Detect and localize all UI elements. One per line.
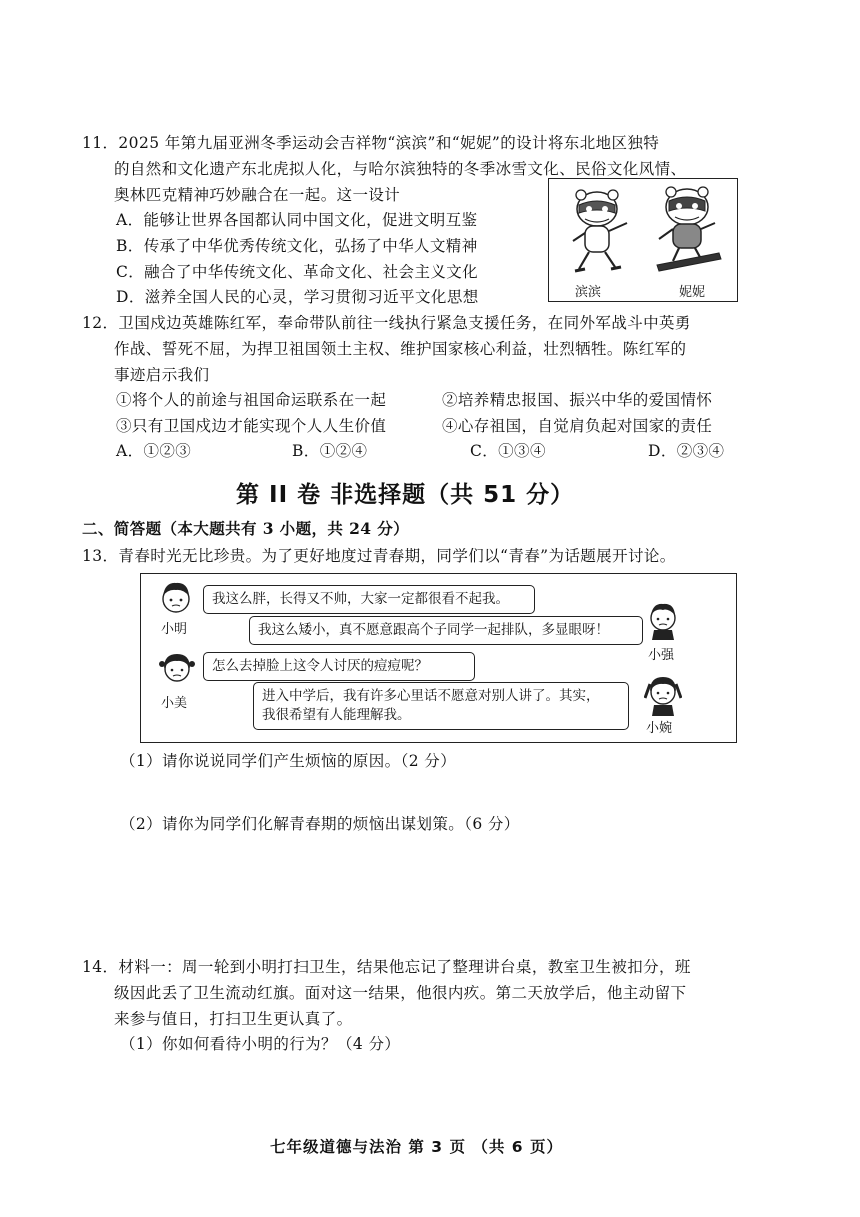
nini-mascot-icon: [657, 187, 721, 271]
mascot-figure: [548, 178, 738, 302]
q11-option-c: C．融合了中华传统文化、革命文化、社会主义文化: [116, 263, 479, 281]
q12-stem-line2: 作战、誓死不屈，为捍卫祖国领土主权、维护国家核心利益，壮烈牺牲。陈红军的: [114, 340, 687, 358]
xiaoqiang-avatar-icon: [646, 600, 680, 640]
speech-bubble-4-line1: 进入中学后，我有许多心里话不愿意对别人讲了。其实，: [262, 688, 600, 704]
q12-option-c: C．①③④: [470, 442, 546, 460]
xiaowan-avatar-icon: [644, 672, 682, 716]
q11-stem-line1: 11．2025 年第九届亚洲冬季运动会吉祥物“滨滨”和“妮妮”的设计将东北地区独特: [82, 134, 660, 152]
xiaomei-avatar-icon: [159, 650, 195, 688]
name-xiaoqiang: 小强: [648, 648, 675, 663]
q14-stem-line2: 级因此丢了卫生流动红旗。面对这一结果，他很内疚。第二天放学后，他主动留下: [114, 984, 687, 1002]
part2-heading: 二、简答题（本大题共有 3 小题，共 24 分）: [82, 519, 410, 538]
q11-option-a: A．能够让世界各国都认同中国文化，促进文明互鉴: [116, 211, 478, 229]
q11-stem-line3: 奥林匹克精神巧妙融合在一起。这一设计: [114, 186, 401, 204]
section-title: 第 II 卷 非选择题（共 51 分）: [236, 482, 575, 508]
q12-statement-3: ③只有卫国戍边才能实现个人人生价值: [116, 417, 387, 435]
q11-option-d: D．滋养全国人民的心灵，学习贯彻习近平文化思想: [116, 288, 479, 306]
q12-option-b: B．①②④: [292, 442, 368, 460]
speech-bubble-4-line2: 我很希望有人能理解我。: [262, 707, 411, 723]
xiaoming-avatar-icon: [159, 580, 193, 614]
q11-option-b: B．传承了中华优秀传统文化，弘扬了中华人文精神: [116, 237, 478, 255]
q14-subquestion-1: （1）你如何看待小明的行为？（4 分）: [120, 1035, 401, 1053]
q13-subquestion-2: （2）请你为同学们化解青春期的烦恼出谋划策。（6 分）: [120, 815, 520, 833]
speech-bubble-3: 怎么去掉脸上这令人讨厌的痘痘呢？: [203, 652, 475, 681]
q12-statement-1: ①将个人的前途与祖国命运联系在一起: [116, 391, 387, 409]
binbin-mascot-icon: [573, 190, 627, 271]
page-footer: 七年级道德与法治 第 3 页 （共 6 页）: [270, 1138, 563, 1156]
speech-bubble-2: 我这么矮小，真不愿意跟高个子同学一起排队，多显眼呀！: [249, 616, 643, 645]
mascot-label-nini: 妮妮: [679, 285, 706, 300]
q12-stem-line1: 12．卫国戍边英雄陈红军，奉命带队前往一线执行紧急支援任务，在同外军战斗中英勇: [82, 314, 691, 332]
name-xiaomei: 小美: [161, 696, 188, 711]
q11-stem-line2: 的自然和文化遗产东北虎拟人化，与哈尔滨独特的冬季冰雪文化、民俗文化风情、: [114, 160, 687, 178]
q13-comic-panel: [140, 573, 737, 743]
speech-bubble-4: [253, 682, 629, 730]
q12-statement-2: ②培养精忠报国、振兴中华的爱国情怀: [442, 391, 713, 409]
q13-subquestion-1: （1）请你说说同学们产生烦恼的原因。（2 分）: [120, 752, 457, 770]
name-xiaoming: 小明: [161, 622, 188, 637]
q12-statement-4: ④心存祖国，自觉肩负起对国家的责任: [442, 417, 713, 435]
mascot-illustration: [549, 179, 737, 279]
mascot-label-binbin: 滨滨: [575, 285, 602, 300]
q13-stem: 13．青春时光无比珍贵。为了更好地度过青春期，同学们以“青春”为话题展开讨论。: [82, 547, 676, 565]
q12-option-d: D．②③④: [648, 442, 725, 460]
q12-option-a: A．①②③: [116, 442, 192, 460]
name-xiaowan: 小婉: [646, 721, 673, 736]
speech-bubble-1: 我这么胖，长得又不帅，大家一定都很看不起我。: [203, 585, 535, 614]
q14-stem-line3: 来参与值日，打扫卫生更认真了。: [114, 1010, 353, 1028]
q14-stem-line1: 14．材料一：周一轮到小明打扫卫生，结果他忘记了整理讲台桌，教室卫生被扣分，班: [82, 958, 691, 976]
q12-stem-line3: 事迹启示我们: [114, 366, 210, 384]
